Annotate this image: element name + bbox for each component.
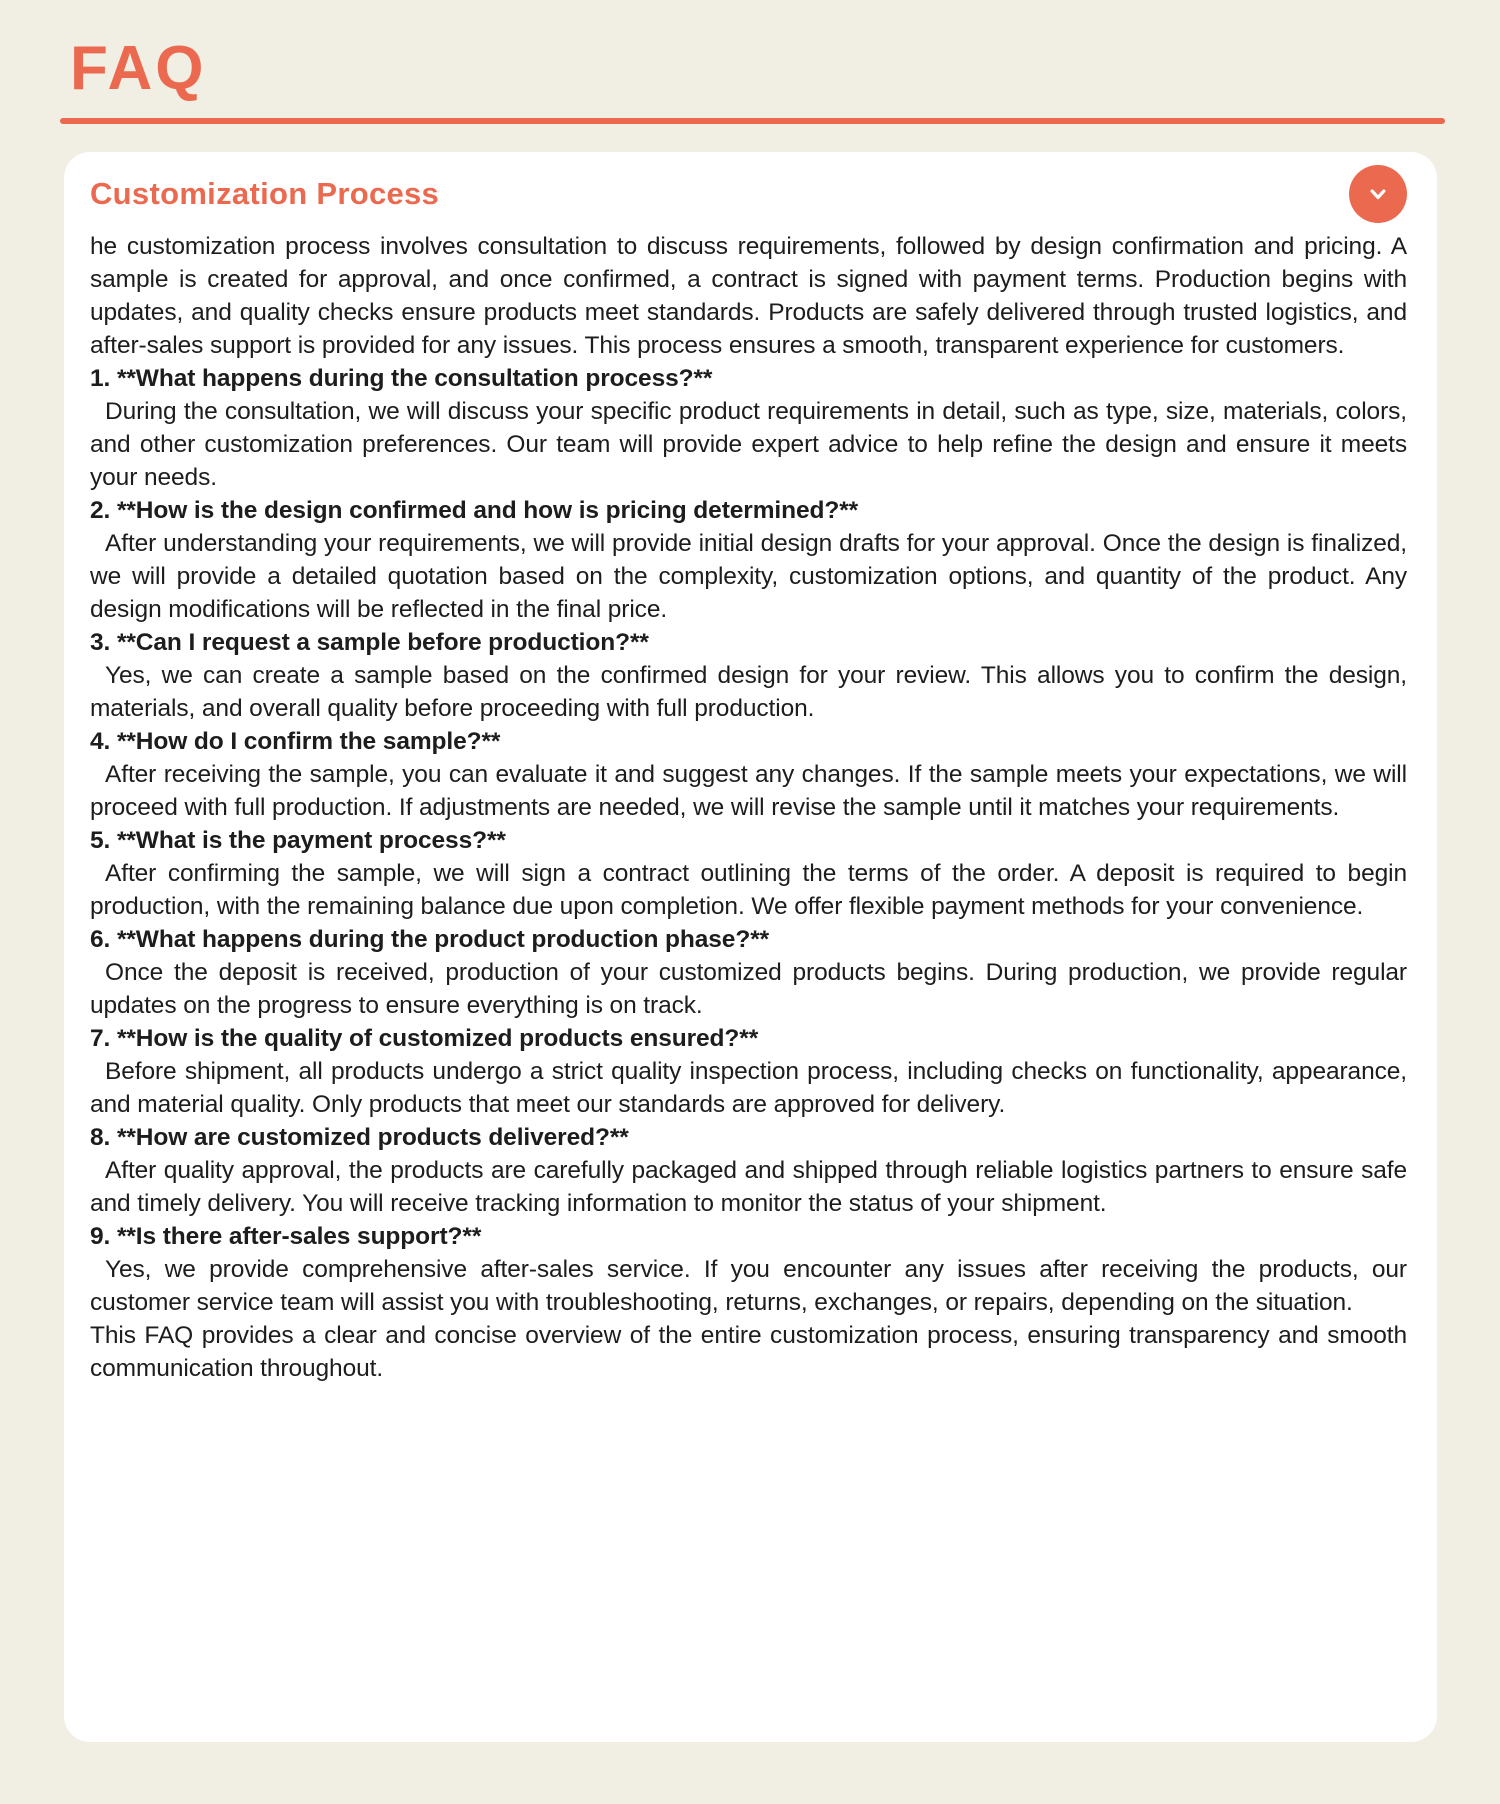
collapse-toggle-button[interactable] bbox=[1349, 165, 1407, 223]
faq-answer: Before shipment, all products undergo a strict quality inspection process, including checks on functionality, appearance, and material quality. Only products that meet our standards are approved for delivery. bbox=[90, 1058, 1407, 1118]
faq-card bbox=[64, 152, 1437, 1742]
chevron-down-icon bbox=[1364, 180, 1392, 208]
faq-question: 8. **How are customized products delivered?** bbox=[90, 1124, 629, 1151]
closing-paragraph: This FAQ provides a clear and concise overview of the entire customization process, ensuring transparency and smooth communication throughout. bbox=[90, 1322, 1407, 1382]
faq-answer: After understanding your requirements, we will provide initial design drafts for your approval. Once the design is finalized, we will provide a detailed quotation based on the complexity, customization options, and quantity of the product. Any design modifications will be reflected in the final price. bbox=[90, 530, 1407, 623]
faq-question: 5. **What is the payment process?** bbox=[90, 827, 506, 854]
section-heading: Customization Process bbox=[90, 176, 440, 211]
faq-item bbox=[90, 1022, 1407, 1121]
card-header bbox=[90, 164, 1407, 224]
faq-question: 6. **What happens during the product production phase?** bbox=[90, 926, 770, 953]
title-divider bbox=[60, 118, 1445, 124]
faq-item bbox=[90, 362, 1407, 494]
faq-answer: During the consultation, we will discuss your specific product requirements in detail, such as type, size, materials, colors, and other customization preferences. Our team will provide expert advice to help refine the design and ensure it meets your needs. bbox=[90, 398, 1407, 491]
faq-item bbox=[90, 1121, 1407, 1220]
faq-item bbox=[90, 494, 1407, 626]
faq-item bbox=[90, 1220, 1407, 1319]
faq-question: 7. **How is the quality of customized products ensured?** bbox=[90, 1025, 759, 1052]
faq-question: 1. **What happens during the consultation process?** bbox=[90, 365, 713, 392]
faq-question: 2. **How is the design confirmed and how is pricing determined?** bbox=[90, 497, 859, 524]
faq-item bbox=[90, 626, 1407, 725]
faq-answer: After confirming the sample, we will sign a contract outlining the terms of the order. A deposit is required to begin production, with the remaining balance due upon completion. We offer flexible payment methods for your convenience. bbox=[90, 860, 1407, 920]
faq-answer: After quality approval, the products are carefully packaged and shipped through reliable logistics partners to ensure safe and timely delivery. You will receive tracking information to monitor the status of your shipment. bbox=[90, 1157, 1407, 1217]
faq-answer: After receiving the sample, you can evaluate it and suggest any changes. If the sample meets your expectations, we will proceed with full production. If adjustments are needed, we will revise the sample until it matches your requirements. bbox=[90, 761, 1407, 821]
faq-item bbox=[90, 824, 1407, 923]
faq-question: 9. **Is there after-sales support?** bbox=[90, 1223, 482, 1250]
faq-item bbox=[90, 725, 1407, 824]
faq-answer: Yes, we can create a sample based on the confirmed design for your review. This allows you to confirm the design, materials, and overall quality before proceeding with full production. bbox=[90, 662, 1407, 722]
faq-item bbox=[90, 923, 1407, 1022]
faq-content bbox=[90, 230, 1407, 1385]
intro-paragraph: he customization process involves consultation to discuss requirements, followed by design confirmation and pricing. A sample is created for approval, and once confirmed, a contract is signed with payment terms. Production begins with updates, and quality checks ensure products meet standards. Products are safely delivered through trusted logistics, and after-sales support is provided for any issues. This process ensures a smooth, transparent experience for customers. bbox=[90, 233, 1407, 359]
faq-question: 4. **How do I confirm the sample?** bbox=[90, 728, 501, 755]
faq-answer: Yes, we provide comprehensive after-sales service. If you encounter any issues after receiving the products, our customer service team will assist you with troubleshooting, returns, exchanges, or repairs, depending on the situation. bbox=[90, 1256, 1407, 1316]
faq-answer: Once the deposit is received, production of your customized products begins. During production, we provide regular updates on the progress to ensure everything is on track. bbox=[90, 959, 1407, 1019]
faq-question: 3. **Can I request a sample before production?** bbox=[90, 629, 649, 656]
page-title: FAQ bbox=[70, 34, 207, 103]
